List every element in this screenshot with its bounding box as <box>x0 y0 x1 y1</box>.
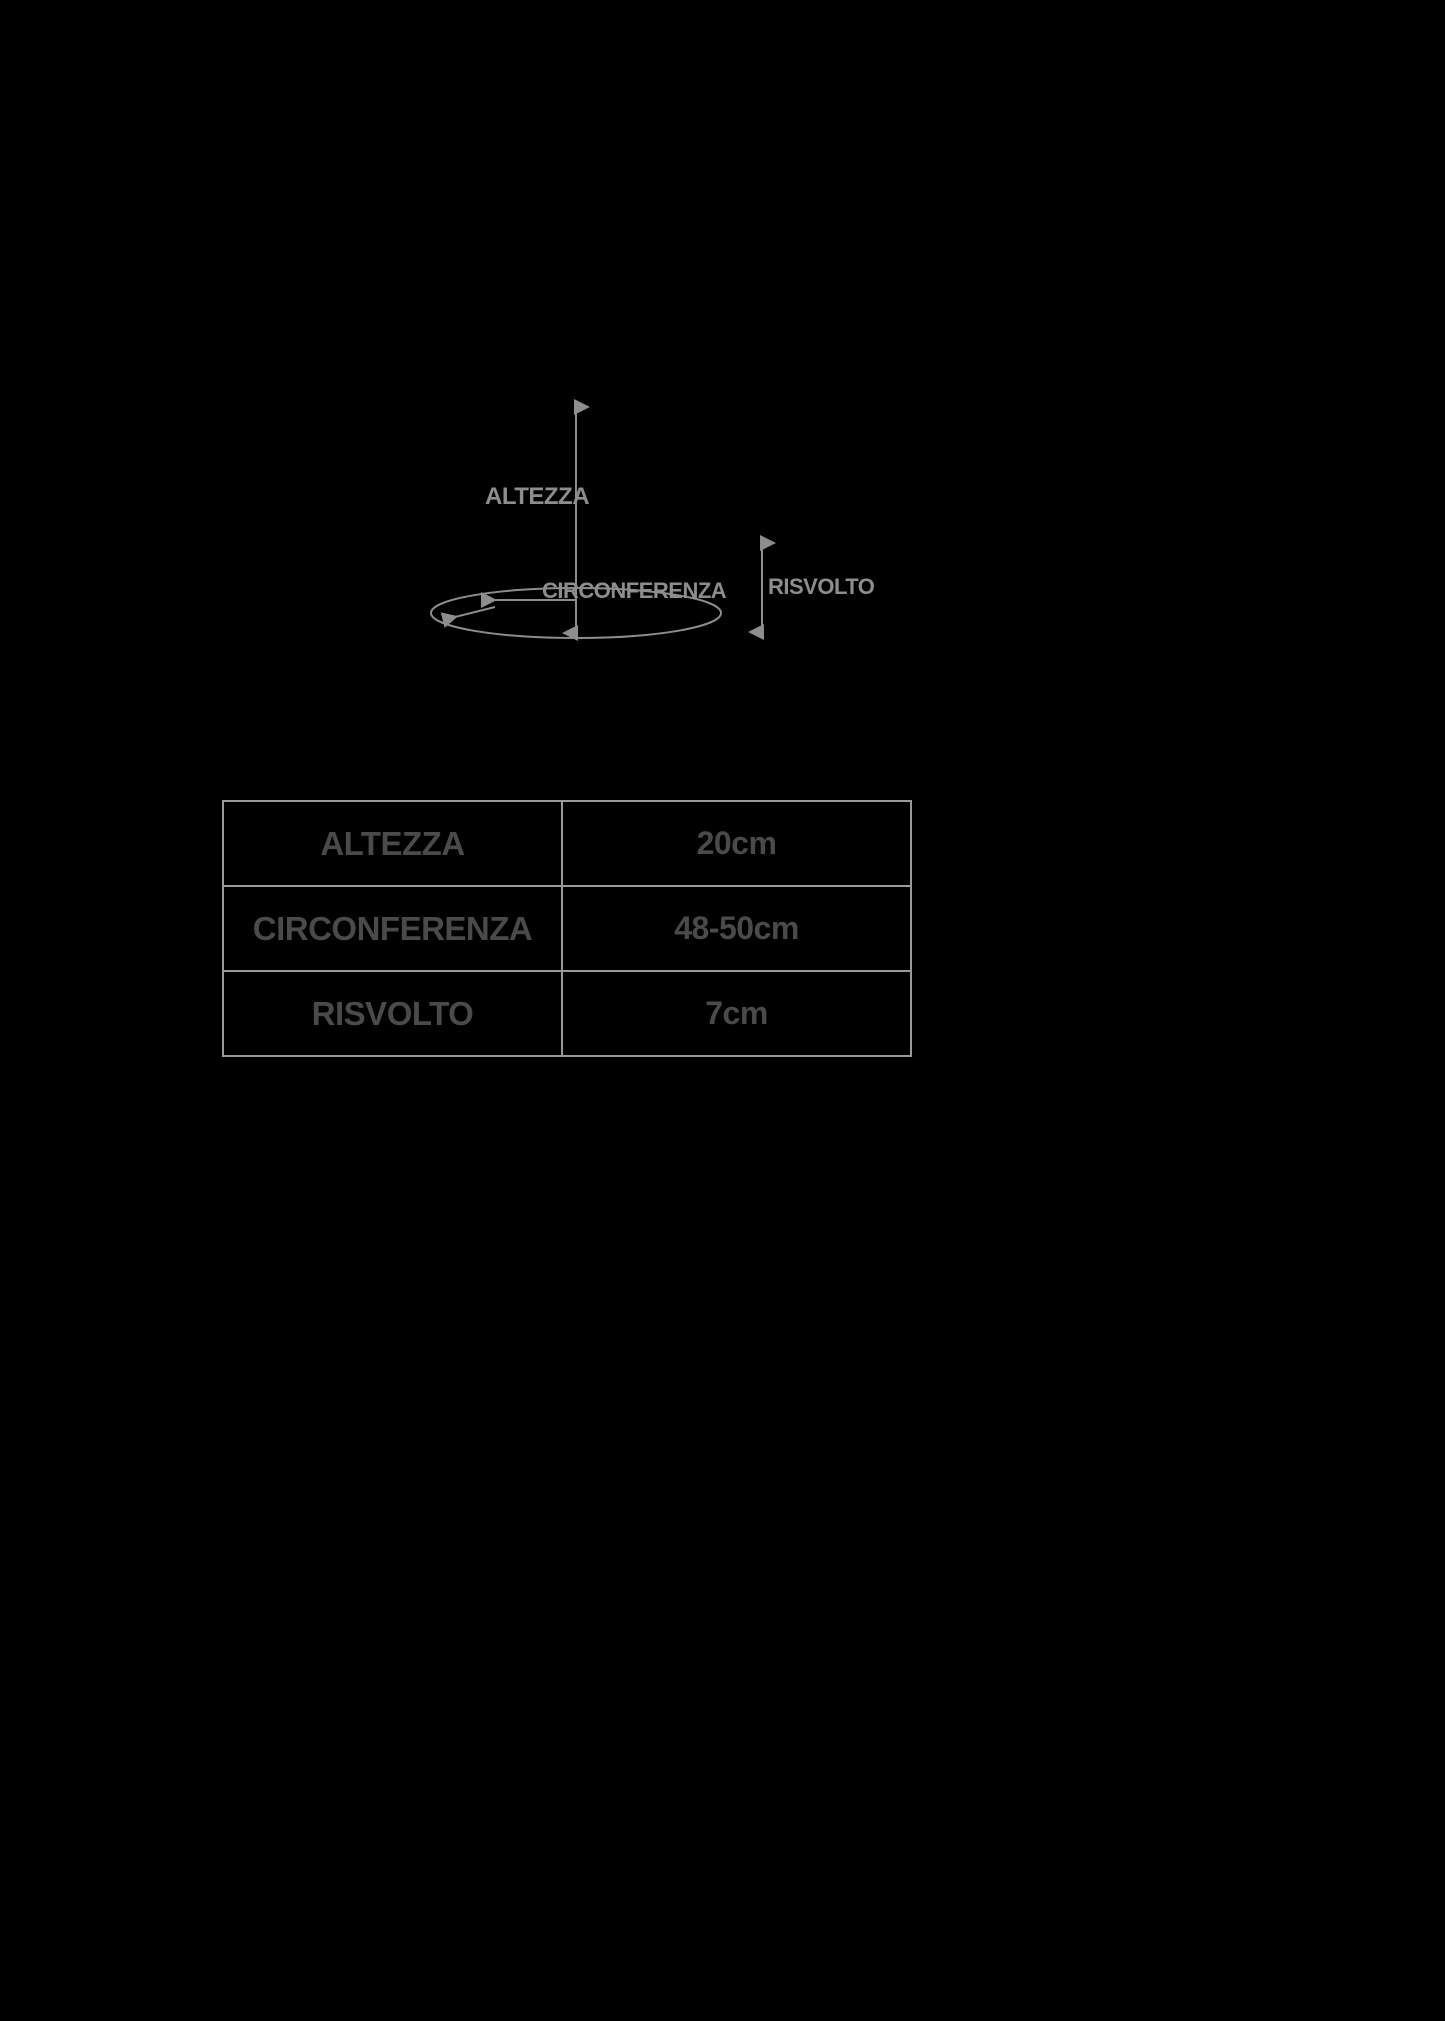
diagram-label-altezza: ALTEZZA <box>485 483 590 510</box>
table-cell-name: RISVOLTO <box>223 971 562 1056</box>
table-row <box>223 886 911 971</box>
table-cell-value: 20cm <box>562 801 911 886</box>
size-table <box>222 800 912 1057</box>
table-cell-name: CIRCONFERENZA <box>223 886 562 971</box>
table-cell-value: 7cm <box>562 971 911 1056</box>
table-row <box>223 971 911 1056</box>
diagram-graphic <box>400 395 960 685</box>
table-cell-value: 48-50cm <box>562 886 911 971</box>
diagram-label-circonferenza: CIRCONFERENZA <box>542 578 727 603</box>
diagram-label-risvolto: RISVOLTO <box>768 574 875 599</box>
table-cell-name: ALTEZZA <box>223 801 562 886</box>
table-row <box>223 801 911 886</box>
measurement-diagram <box>400 395 960 685</box>
